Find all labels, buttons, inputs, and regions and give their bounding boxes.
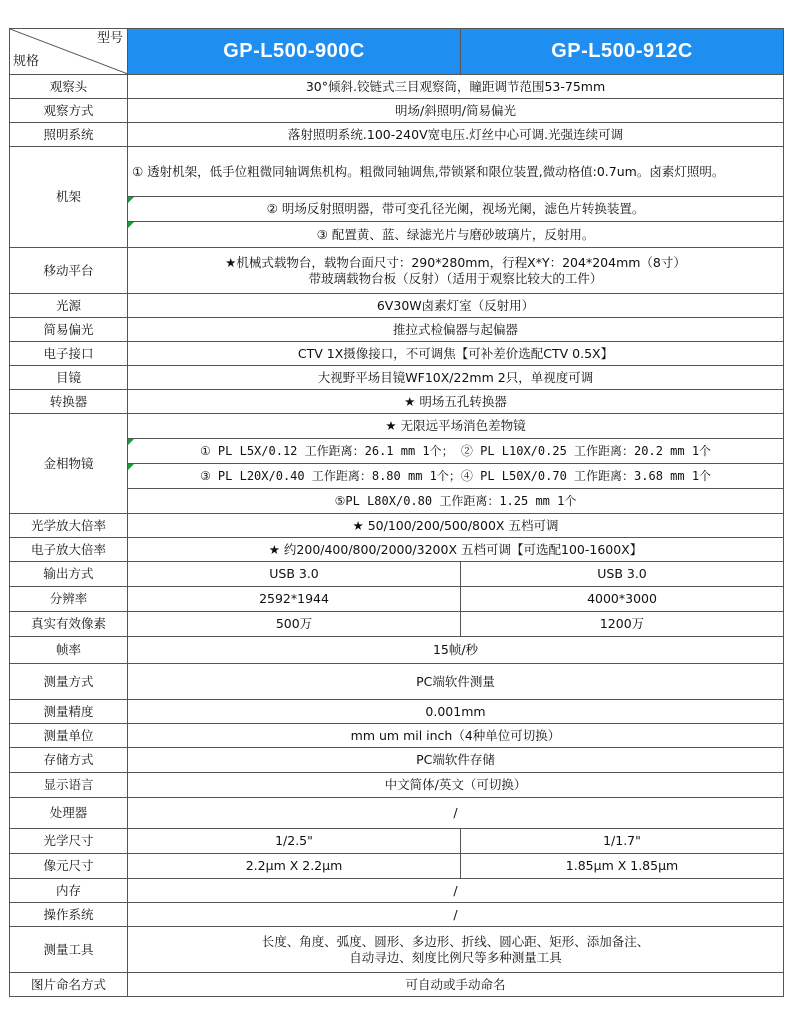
label-storage: 存储方式 [10,748,128,773]
value-tools [128,927,784,973]
row-eyepiece [10,366,784,390]
value-pixels-a: 500万 [128,612,461,637]
row-illumination [10,123,784,147]
row-os [10,903,784,927]
label-resolution: 分辨率 [10,587,128,612]
label-precision: 测量精度 [10,700,128,724]
row-output [10,562,784,587]
value-frame-2: ② 明场反射照明器，带可变孔径光阑，视场光阑，滤色片转换装置。 [128,197,784,222]
row-pixel-size [10,854,784,879]
value-pixels-b: 1200万 [461,612,784,637]
value-observation-head: 30°倾斜.铰链式三目观察筒，瞳距调节范围53-75mm [128,75,784,99]
corner-cell [10,29,128,75]
value-stage [128,248,784,294]
label-memory: 内存 [10,879,128,903]
value-resolution-a: 2592*1944 [128,587,461,612]
label-nosepiece: 转换器 [10,390,128,414]
label-sensor-size: 光学尺寸 [10,829,128,854]
row-objectives-1 [10,414,784,439]
row-measure-method [10,664,784,700]
label-eyepiece: 目镜 [10,366,128,390]
label-naming: 图片命名方式 [10,973,128,997]
label-output: 输出方式 [10,562,128,587]
row-nosepiece [10,390,784,414]
row-camera-port [10,342,784,366]
row-pixels [10,612,784,637]
value-digital-mag: ★ 约200/400/800/2000/3200X 五档可调【可选配100-1600X】 [128,538,784,562]
label-processor: 处理器 [10,798,128,829]
row-frame-1 [10,147,784,197]
row-frame-rate [10,637,784,664]
value-objectives-1: ★ 无限远平场消色差物镜 [128,414,784,439]
value-storage: PC端软件存储 [128,748,784,773]
value-objectives-3: ③ PL L20X/0.40 工作距离：8.80 mm 1个；④ PL L50X/0.70 工作距离：3.68 mm 1个 [128,464,784,489]
row-tools [10,927,784,973]
value-pixel-size-a: 2.2μm X 2.2μm [128,854,461,879]
label-frame: 机架 [10,147,128,248]
value-os: / [128,903,784,927]
model-a-header: GP-L500-900C [128,29,461,75]
value-frame-3: ③ 配置黄、蓝、绿滤光片与磨砂玻璃片，反射用。 [128,222,784,248]
label-illumination: 照明系统 [10,123,128,147]
label-observation-mode: 观察方式 [10,99,128,123]
label-pixels: 真实有效像素 [10,612,128,637]
row-light-source [10,294,784,318]
corner-model-label: 型号 [96,31,123,46]
label-polarizer: 简易偏光 [10,318,128,342]
value-tools-line2: 自动寻边、刻度比例尺等多种测量工具 [349,949,562,965]
value-processor: / [128,798,784,829]
label-camera-port: 电子接口 [10,342,128,366]
label-pixel-size: 像元尺寸 [10,854,128,879]
value-stage-line1: ★机械式载物台，载物台面尺寸：290*280mm，行程X*Y：204*204mm（8寸） [225,254,686,270]
label-observation-head: 观察头 [10,75,128,99]
label-language: 显示语言 [10,773,128,798]
value-optical-mag: ★ 50/100/200/500/800X 五档可调 [128,514,784,538]
row-polarizer [10,318,784,342]
value-resolution-b: 4000*3000 [461,587,784,612]
value-polarizer: 推拉式检偏器与起偏器 [128,318,784,342]
row-units [10,724,784,748]
value-measure-method: PC端软件测量 [128,664,784,700]
row-observation-head [10,75,784,99]
value-precision: 0.001mm [128,700,784,724]
value-output-b: USB 3.0 [461,562,784,587]
value-naming: 可自动或手动命名 [128,973,784,997]
header-row [10,29,784,75]
row-stage [10,248,784,294]
row-memory [10,879,784,903]
value-output-a: USB 3.0 [128,562,461,587]
value-units: mm um mil inch（4种单位可切换） [128,724,784,748]
row-digital-mag [10,538,784,562]
value-objectives-4: ⑤PL L80X/0.80 工作距离：1.25 mm 1个 [128,489,784,514]
label-units: 测量单位 [10,724,128,748]
label-tools: 测量工具 [10,927,128,973]
label-digital-mag: 电子放大倍率 [10,538,128,562]
row-storage [10,748,784,773]
label-os: 操作系统 [10,903,128,927]
value-sensor-size-a: 1/2.5" [128,829,461,854]
value-eyepiece: 大视野平场目镜WF10X/22mm 2只，单视度可调 [128,366,784,390]
value-memory: / [128,879,784,903]
value-tools-line1: 长度、角度、弧度、圆形、多边形、折线、圆心距、矩形、添加备注、 [261,933,650,949]
label-frame-rate: 帧率 [10,637,128,664]
spec-table [9,28,784,997]
row-naming [10,973,784,997]
value-illumination: 落射照明系统.100-240V宽电压.灯丝中心可调.光强连续可调 [128,123,784,147]
value-sensor-size-b: 1/1.7" [461,829,784,854]
value-language: 中文简体/英文（可切换） [128,773,784,798]
row-optical-mag [10,514,784,538]
value-light-source: 6V30W卤素灯室（反射用） [128,294,784,318]
label-stage: 移动平台 [10,248,128,294]
row-observation-mode [10,99,784,123]
spec-sheet [9,28,783,997]
value-objectives-2: ① PL L5X/0.12 工作距离：26.1 mm 1个； ② PL L10X/0.25 工作距离：20.2 mm 1个 [128,439,784,464]
row-processor [10,798,784,829]
value-observation-mode: 明场/斜照明/简易偏光 [128,99,784,123]
label-light-source: 光源 [10,294,128,318]
model-b-header: GP-L500-912C [461,29,784,75]
label-objectives: 金相物镜 [10,414,128,514]
value-pixel-size-b: 1.85μm X 1.85μm [461,854,784,879]
value-camera-port: CTV 1X摄像接口，不可调焦【可补差价选配CTV 0.5X】 [128,342,784,366]
row-sensor-size [10,829,784,854]
value-frame-rate: 15帧/秒 [128,637,784,664]
row-language [10,773,784,798]
value-frame-1: ① 透射机架，低手位粗微同轴调焦机构。粗微同轴调焦,带锁紧和限位装置,微动格值:0.7um。卤素灯照明。 [128,147,784,197]
value-nosepiece: ★ 明场五孔转换器 [128,390,784,414]
label-optical-mag: 光学放大倍率 [10,514,128,538]
corner-spec-label: 规格 [13,53,40,69]
label-measure-method: 测量方式 [10,664,128,700]
row-resolution [10,587,784,612]
value-stage-line2: 带玻璃载物台板（反射）（适用于观察比较大的工件） [308,270,603,286]
row-precision [10,700,784,724]
